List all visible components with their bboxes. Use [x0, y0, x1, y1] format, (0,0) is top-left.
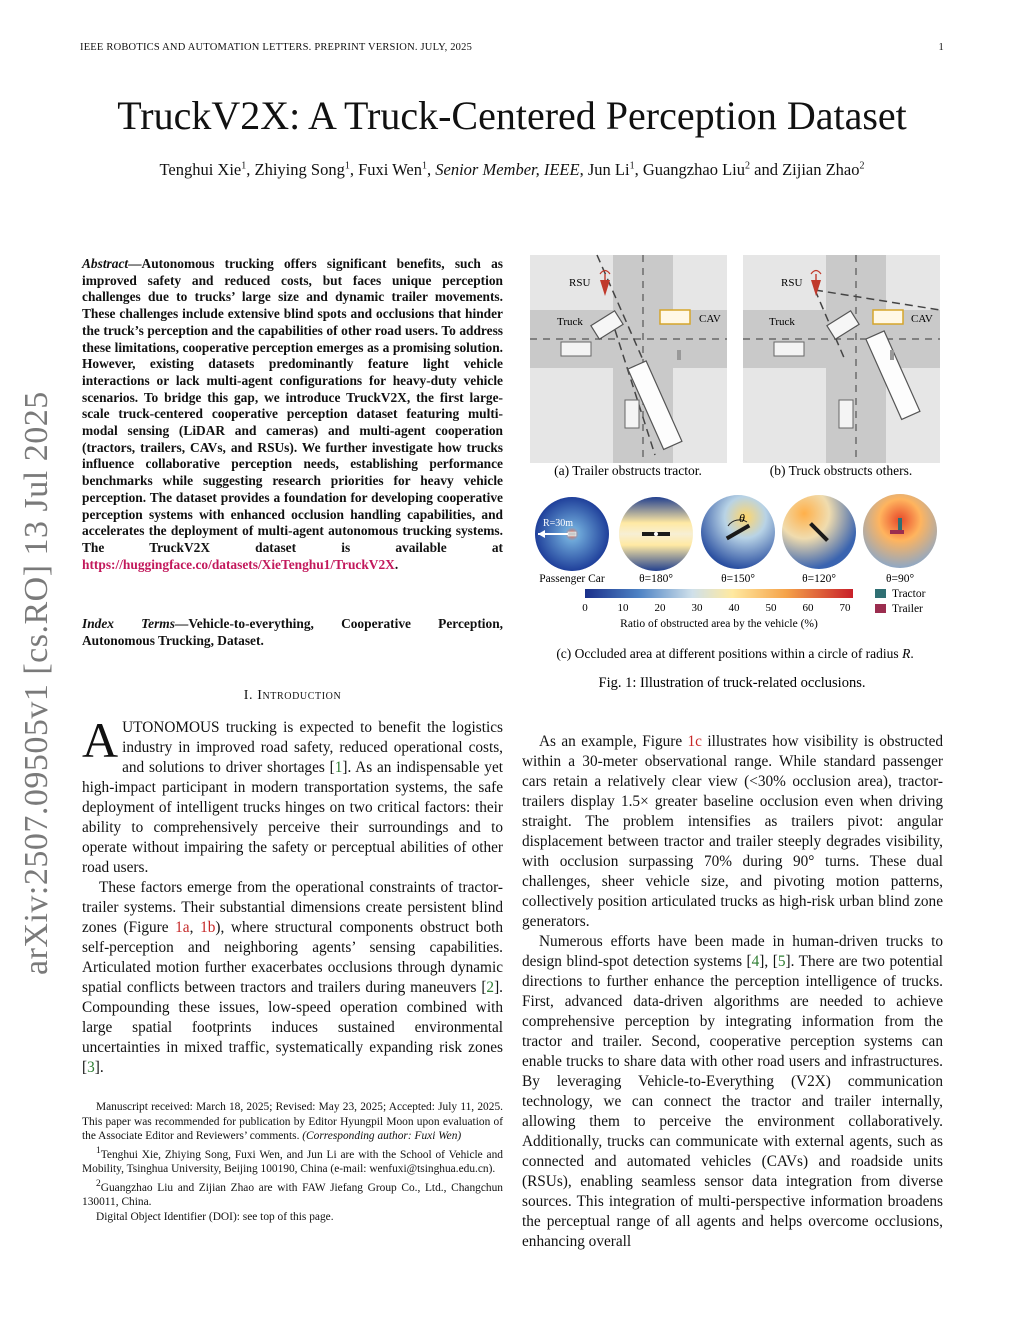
page-number: 1 — [938, 42, 944, 53]
paragraph: AUTONOMOUS trucking is expected to benefit the logistics industry in improved road safety, reduced operational costs, and solutions to driver shortages [1]. As an indispensable yet high-impact participant in modern transportation systems, the safe deployment of intelligent trucks hinges on two critical factors: their ability to comprehensively perceive their surroundings and to operate without impairing the safety or perceptual abilities of other road users. — [82, 712, 503, 876]
affiliation-mark: 2 — [859, 160, 865, 172]
scene-a — [530, 255, 727, 463]
author-name: Fuxi Wen — [358, 160, 422, 179]
legend-tractor: Tractor — [892, 588, 926, 600]
affiliation-mark: 1 — [422, 160, 427, 172]
citation-link[interactable]: 2 — [486, 979, 495, 996]
author-list: Tenghui Xie$^1$, Zhiying Song$^1$, Fuxi Wen$^1$, Senior Member, IEEE, Jun Li$^1$, Guangzhao Liu$^2$ and Zijian Zhao$^2$ — [159, 160, 865, 179]
citation-link[interactable]: 5 — [777, 953, 786, 970]
circle-theta-90 — [863, 494, 937, 568]
circle-passenger-car — [535, 497, 609, 571]
colorbar-ticks — [582, 602, 851, 614]
author-name: Zijian Zhao — [782, 160, 860, 179]
circle-label: θ=180° — [639, 573, 673, 585]
figure-link[interactable]: 1a — [175, 919, 190, 936]
affiliation-mark: 1 — [241, 160, 247, 172]
circle-labels — [539, 573, 914, 585]
circle-theta-120 — [782, 495, 856, 569]
pedestrian — [677, 350, 681, 360]
section-heading: I. Introduction — [243, 688, 342, 703]
circle-label: θ=90° — [885, 573, 915, 585]
cav-label: CAV — [911, 313, 933, 325]
dropcap: A — [82, 712, 119, 768]
colorbar-tick: 50 — [765, 602, 777, 614]
affiliation-mark: 1 — [344, 160, 350, 172]
cav-label: CAV — [699, 313, 721, 325]
figure-1 — [525, 250, 950, 695]
colorbar-tick: 40 — [728, 602, 740, 614]
cav-car — [660, 310, 690, 324]
colorbar-tick: 10 — [617, 602, 629, 614]
parked-car — [774, 342, 804, 356]
paragraph: Numerous efforts have been made in human-driven trucks to design blind-spot detection systems [4], [5]. There are two potential directions to further enhance the perception intelligence of trucks. First, advanced data-driven algorithms are needed to achieve comprehensive perception by integrating information from the tractor and trailer. Second, cooperative perception systems can enable trucks to share data with other road users and infrastructures. By leveraging Vehicle-to-Everything (V2X) communication technology, we can connect the tractor and trailer internally, allowing them to perceive the environment collaboratively. Additionally, trucks can communicate with external agents, such as connected and automated vehicles (CAVs) and roadside units (RSUs), enabling seamless sensor data integration from diverse sources. This integration of multi-perspective information broadens the perceptual range of all agents and helps overcome occlusions, enhancing overall — [522, 933, 943, 1250]
figure-link[interactable]: 1b — [200, 919, 216, 936]
figure-caption: Fig. 1: Illustration of truck-related occlusions. — [598, 675, 866, 691]
subcaption-b: (b) Truck obstructs others. — [769, 463, 913, 478]
author-name: Tenghui Xie — [159, 160, 242, 179]
dataset-link[interactable]: https://huggingface.co/datasets/XieTenghu1/TruckV2X — [82, 556, 395, 572]
author-membership: Senior Member, IEEE — [435, 160, 580, 179]
affiliation-mark: 1 — [629, 160, 635, 172]
figure-link[interactable]: 1c — [687, 733, 702, 750]
abstract: Abstract—Autonomous trucking offers significant benefits, such as improved safety and reduced costs, but faces unique perception challenges due to trucks’ large size and dynamic trailer movements. These challenges include extensive blind spots and occlusions that hinder the truck’s perception and the capabilities of other road users. To address these limitations, cooperative perception emerges as a promising solution. However, existing datasets predominantly feature light vehicle interactions or lack multi-agent configurations for heavy-duty vehicle scenarios. To bridge this gap, we introduce TruckV2X, the first large-scale truck-centered cooperative perception dataset featuring multi-modal sensing (LiDAR and cameras) and multi-agent cooperation (tractors, trailers, CAVs, and RSUs). We further investigate how trucks influence collaborative perception needs, establishing performance benchmarks while suggesting research priorities for heavy vehicle perception. The dataset provides a foundation for developing cooperative perception systems with enhanced occlusion handling capabilities, and accelerates the deployment of multi-agent autonomous trucking systems. The TruckV2X dataset is available at https://huggingface.co/datasets/XieTenghu1/TruckV2X. — [82, 256, 503, 572]
footnote: $^2$Guangzhao Liu and Zijian Zhao are with FAW Jiefang Group Co., Ltd., Changchun 130011, China. — [82, 1178, 503, 1209]
intro-left-column — [82, 712, 503, 1078]
author-name: Zhiying Song — [254, 160, 345, 179]
author-name: Guangzhao Liu — [642, 160, 745, 179]
colorbar-tick: 60 — [802, 602, 814, 614]
affiliation-mark: 2 — [745, 160, 750, 172]
paragraph: As an example, Figure 1c illustrates how visibility is obstructed within a 30-meter observational range. While standard passenger cars retain a relatively clear view (<30% occlusion area), tractor-trailers display 1.5× greater baseline occlusion even when driving straight. The problem intensifies as trailers pivot: angular displacement between tractor and trailer steeply degrades visibility, with occlusion surpassing 70% during 90° turns. These dual challenges, sheer vehicle size, and pivoting motion patterns, collectively position articulated trucks as high-risk urban blind zone generators. — [522, 733, 944, 930]
legend-trailer: Trailer — [892, 603, 923, 615]
citation-link[interactable]: 1 — [334, 759, 343, 776]
footnote: Digital Object Identifier (DOI): see top of this page. — [96, 1210, 334, 1223]
parked-car — [839, 400, 853, 428]
arxiv-stamp: arXiv:2507.09505v1 [cs.RO] 13 Jul 2025 — [18, 391, 55, 975]
paper-title: TruckV2X: A Truck-Centered Perception Dataset — [117, 93, 907, 138]
legend — [875, 588, 926, 615]
section-title: Introduction — [257, 688, 342, 703]
subcaption-c: (c) Occluded area at different positions within a circle of radius R. — [556, 646, 914, 661]
rsu-label: RSU — [569, 277, 591, 289]
citation-link[interactable]: 3 — [87, 1059, 95, 1076]
author-name: Jun Li — [587, 160, 630, 179]
circle-theta-180 — [619, 497, 693, 571]
intro-right-column — [522, 732, 943, 1252]
footnote: Manuscript received: March 18, 2025; Revised: May 23, 2025; Accepted: July 11, 2025. This paper was recommended for publication by Editor Hyungpil Moon upon evaluation of the Associate Editor and Reviewers’ comments. (Corresponding author: Fuxi Wen) — [82, 1101, 503, 1143]
circle-label: θ=120° — [802, 573, 836, 585]
abstract-label: Abstract — [82, 256, 129, 271]
scene-b — [743, 255, 940, 463]
index-terms-label: Index Terms — [82, 616, 175, 631]
footnotes — [82, 1100, 503, 1224]
colorbar-tick: 70 — [839, 602, 851, 614]
legend-swatch-tractor — [875, 589, 886, 598]
rsu-label: RSU — [781, 277, 803, 289]
paragraph: These factors emerge from the operational constraints of tractor-trailer systems. Their substantial dimensions create persistent blind zones (Figure 1a, 1b), where structural components obstruct both self-perception and neighboring agents’ sensing capabilities. Articulated motion further exacerbates occlusions through dynamic spatial conflicts between tractors and trailers during maneuvers [2]. Compounding these issues, low-speed operation combined with large spatial footprints induces sustained environmental uncertainties in mixed traffic, systematically expanding risk zones [3]. — [82, 879, 503, 1076]
radius-label: R=30m — [543, 518, 574, 529]
legend-swatch-trailer — [875, 604, 886, 613]
truck-label: Truck — [769, 316, 795, 328]
pedestrian — [890, 350, 894, 360]
abstract-text: Autonomous trucking offers significant benefits, such as improved safety and reduced costs, but faces unique perception challenges due to trucks’ large size and dynamic trailer movements. These challenges include extensive blind spots and occlusions that hinder the truck’s perception and the capabilities of other road users. To address these limitations, cooperative perception emerges as a promising solution. However, existing datasets predominantly feature light vehicle interactions or lack multi-agent configurations for heavy-duty vehicle scenarios. To bridge this gap, we introduce TruckV2X, the first large-scale truck-centered cooperative perception dataset featuring multi-modal sensing (LiDAR and cameras) and multi-agent cooperation (tractors, trailers, CAVs, and RSUs). We further investigate how trucks influence collaborative perception needs, establishing performance benchmarks while suggesting research priorities for heavy vehicle perception. The dataset provides a foundation for developing cooperative perception systems with enhanced occlusion handling capabilities, and accelerates the deployment of multi-agent autonomous trucking systems. The TruckV2X dataset is available at — [82, 256, 503, 555]
theta-symbol: θ — [739, 511, 745, 525]
colorbar-tick: 30 — [691, 602, 703, 614]
subcaption-a: (a) Trailer obstructs tractor. — [554, 463, 702, 478]
parked-car — [625, 400, 639, 428]
citation-link[interactable]: 4 — [751, 953, 760, 970]
cav-car — [873, 310, 903, 324]
circle-label: Passenger Car — [539, 573, 605, 585]
colorbar-tick: 0 — [582, 602, 588, 614]
truck-label: Truck — [557, 316, 583, 328]
circle-theta-150 — [701, 495, 775, 569]
footnote: $^1$Tenghui Xie, Zhiying Song, Fuxi Wen, and Jun Li are with the School of Vehicle and Mobility, Tsinghua University, Beijing 100190, China (e-mail: wenfuxi@tsinghua.edu.cn). — [82, 1145, 503, 1176]
colorbar — [585, 589, 853, 598]
index-terms: Index Terms—Vehicle-to-everything, Cooperative Perception, Autonomous Trucking, Dataset. — [82, 616, 503, 648]
colorbar-label: Ratio of obstructed area by the vehicle (%) — [620, 618, 818, 630]
circle-label: θ=150° — [721, 573, 755, 585]
index-terms-text: Vehicle-to-everything, Cooperative Perception, Autonomous Trucking, Dataset. — [82, 616, 503, 648]
running-title: IEEE ROBOTICS AND AUTOMATION LETTERS. PREPRINT VERSION. JULY, 2025 — [80, 42, 473, 53]
colorbar-tick: 20 — [654, 602, 666, 614]
parked-car — [561, 342, 591, 356]
running-header — [80, 42, 944, 53]
